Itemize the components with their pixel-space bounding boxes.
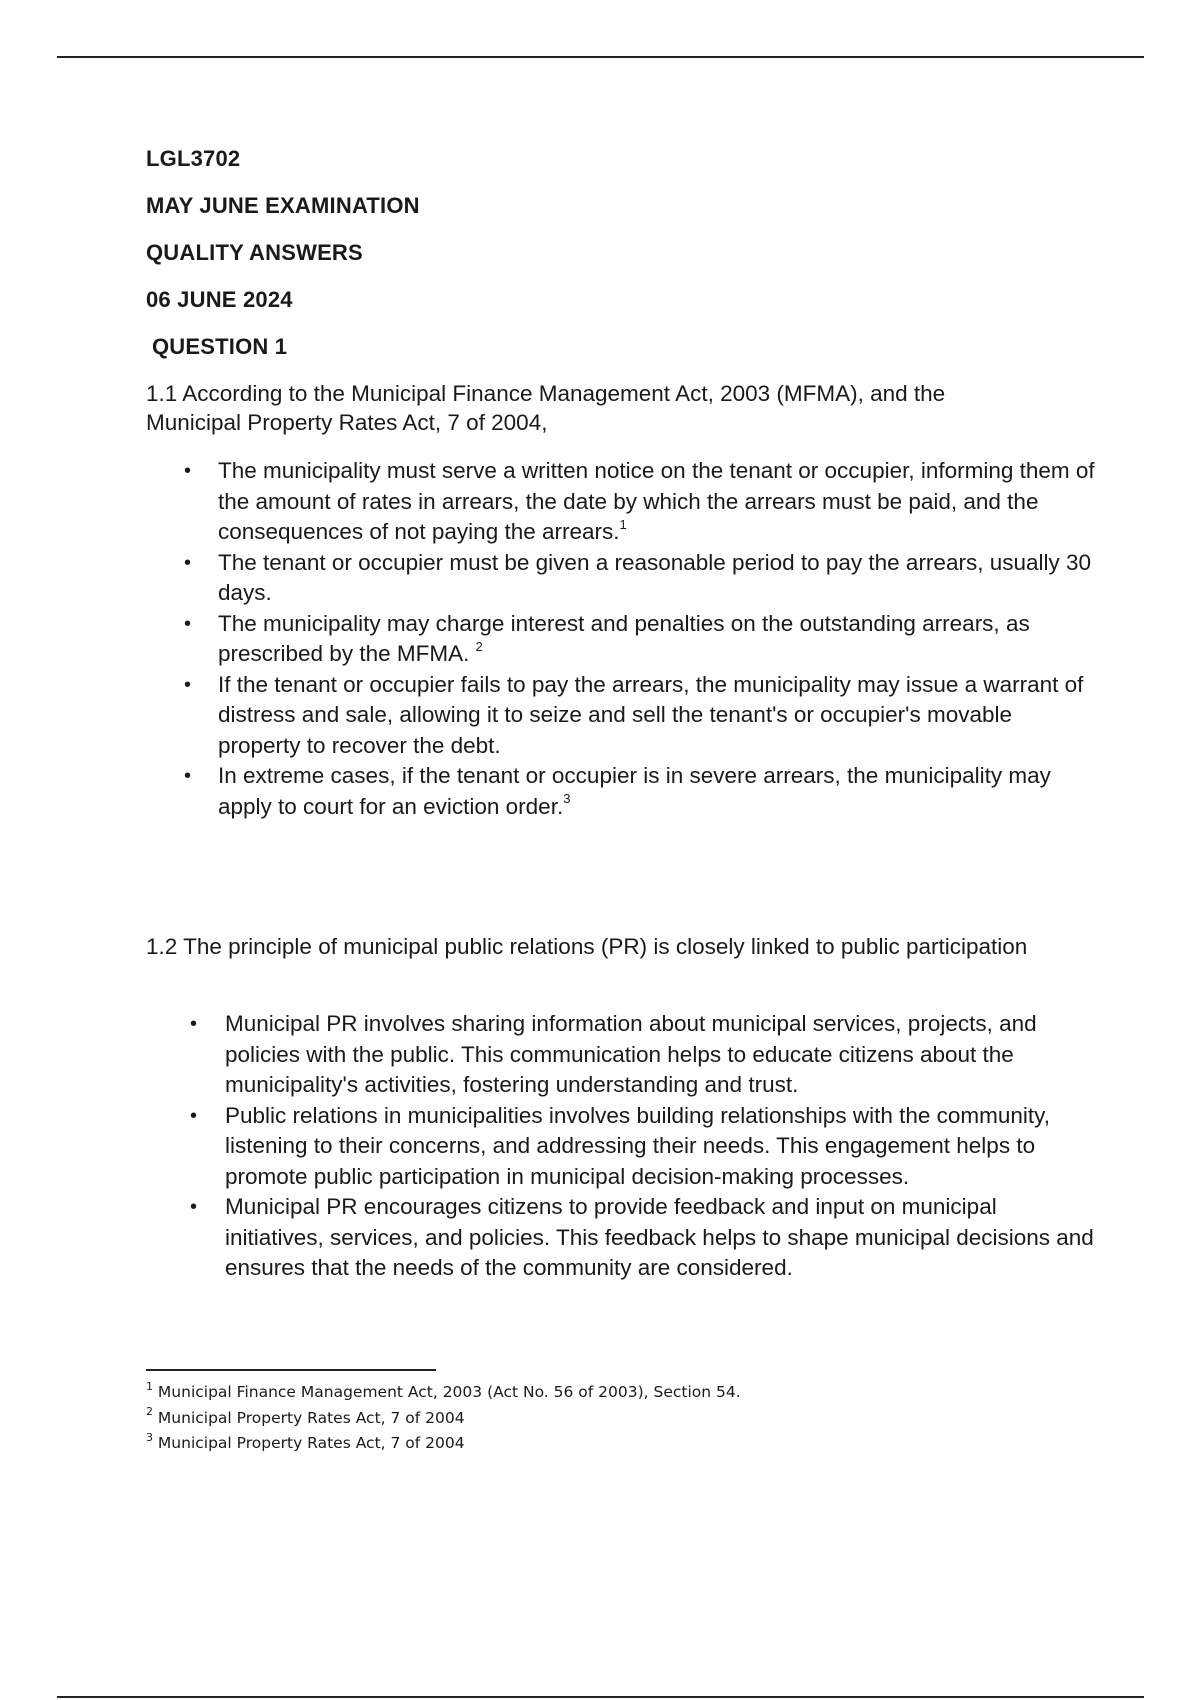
question-heading: QUESTION 1 [152,334,288,359]
bullet-icon: • [184,460,192,482]
footnote-ref[interactable]: 1 [619,516,627,532]
footnote-separator [146,1369,436,1371]
footnote [146,1406,741,1432]
list-item [180,548,1100,609]
bullet-icon: • [184,612,192,635]
list-item [180,456,1100,548]
bullet-icon: • [184,551,192,574]
section-1-1-bullet-list [180,456,1100,822]
bullet-icon: • [190,1013,198,1035]
footnotes-list [146,1380,741,1457]
footnote-text: Municipal Property Rates Act, 7 of 2004 [153,1434,465,1452]
footnote [146,1380,741,1406]
footnote-number: 1 [146,1379,153,1393]
list-item-text: Municipal PR encourages citizens to provide feedback and input on municipal initiatives, services, and policies. This feedback helps to shape municipal decisions and ensures that the needs of the community are considered. [225,1194,1094,1280]
bottom-rule [57,1696,1144,1698]
answers-label: QUALITY ANSWERS [146,240,363,265]
exam-title: MAY JUNE EXAMINATION [146,193,420,218]
list-item [180,761,1100,822]
footnote-number: 3 [146,1430,153,1444]
list-item [186,1101,1096,1193]
bullet-icon: • [190,1104,198,1127]
footnote-text: Municipal Finance Management Act, 2003 (Act No. 56 of 2003), Section 54. [153,1383,741,1401]
list-item [186,1192,1096,1284]
bullet-icon: • [184,765,192,787]
list-item [186,1009,1096,1101]
top-rule [57,56,1144,58]
list-item-text: In extreme cases, if the tenant or occupier is in severe arrears, the municipality may apply to court for an eviction order. [218,763,1051,819]
section-1-2-intro: 1.2 The principle of municipal public relations (PR) is closely linked to public participation [146,934,1028,959]
list-item [180,609,1100,670]
list-item-text: If the tenant or occupier fails to pay the arrears, the municipality may issue a warrant of distress and sale, allowing it to seize and sell the tenant's or occupier's movable property to recover the debt. [218,671,1084,758]
bullet-icon: • [184,673,192,696]
list-item-text: Public relations in municipalities involves building relationships with the community, listening to their concerns, and addressing their needs. This engagement helps to promote public participation in municipal decision-making processes. [225,1102,1050,1189]
list-item-text: Municipal PR involves sharing information about municipal services, projects, and policies with the public. This communication helps to educate citizens about the municipality's activities, fostering understanding and trust. [225,1011,1037,1097]
list-item [180,670,1100,762]
course-code: LGL3702 [146,146,241,171]
bullet-icon: • [190,1196,198,1218]
footnote [146,1431,741,1457]
list-item-text: The municipality must serve a written notice on the tenant or occupier, informing them of the amount of rates in arrears, the date by which the arrears must be paid, and the consequences of not paying the arrears. [218,458,1095,544]
list-item-text: The municipality may charge interest and penalties on the outstanding arrears, as prescribed by the MFMA. [218,610,1030,666]
footnote-ref[interactable]: 3 [563,791,571,806]
section-1-2-bullet-list [186,1009,1096,1284]
footnote-number: 2 [146,1405,153,1419]
footnote-ref[interactable]: 2 [475,638,483,654]
footnote-text: Municipal Property Rates Act, 7 of 2004 [153,1408,465,1427]
exam-date: 06 JUNE 2024 [146,287,293,312]
list-item-text: The tenant or occupier must be given a reasonable period to pay the arrears, usually 30 days. [218,549,1092,605]
section-1-1-intro: 1.1 According to the Municipal Finance Management Act, 2003 (MFMA), and the Municipal Property Rates Act, 7 of 2004, [146,381,946,435]
